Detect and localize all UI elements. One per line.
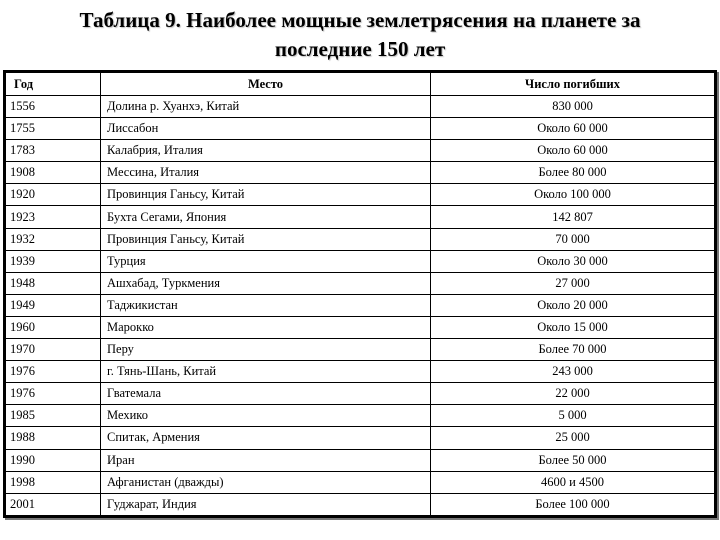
place-cell: Бухта Сегами, Япония: [101, 206, 431, 228]
table-row: [6, 339, 715, 361]
deaths-cell: 4600 и 4500: [431, 471, 715, 493]
table-row: [6, 316, 715, 338]
page-title-line-2: последние 150 лет: [274, 37, 446, 61]
place-cell: Гватемала: [101, 383, 431, 405]
table-row: [6, 471, 715, 493]
deaths-cell: Около 15 000: [431, 316, 715, 338]
table-row: [6, 383, 715, 405]
table-row: [6, 140, 715, 162]
place-cell: Иран: [101, 449, 431, 471]
deaths-cell: 830 000: [431, 96, 715, 118]
table-row: [6, 96, 715, 118]
deaths-cell: 27 000: [431, 272, 715, 294]
table-row: [6, 294, 715, 316]
deaths-cell: 142 807: [431, 206, 715, 228]
year-cell: 1923: [6, 206, 101, 228]
earthquakes-table: [5, 72, 715, 516]
deaths-cell: 25 000: [431, 427, 715, 449]
earthquakes-table-container: [3, 70, 717, 518]
year-cell: 1960: [6, 316, 101, 338]
deaths-cell: Более 50 000: [431, 449, 715, 471]
table-row: [6, 206, 715, 228]
page-title: [0, 6, 720, 64]
table-row: [6, 449, 715, 471]
page-title-line-1: Таблица 9. Наиболее мощные землетрясения на планете за: [79, 8, 641, 32]
place-cell: Мехико: [101, 405, 431, 427]
table-header-row: [6, 73, 715, 96]
year-cell: 1783: [6, 140, 101, 162]
year-cell: 1976: [6, 361, 101, 383]
place-cell: Спитак, Армения: [101, 427, 431, 449]
table-row: [6, 250, 715, 272]
year-cell: 1939: [6, 250, 101, 272]
table-row: [6, 162, 715, 184]
deaths-cell: Около 60 000: [431, 118, 715, 140]
year-cell: 2001: [6, 493, 101, 515]
place-cell: г. Тянь-Шань, Китай: [101, 361, 431, 383]
place-cell: Ашхабад, Туркмения: [101, 272, 431, 294]
year-cell: 1985: [6, 405, 101, 427]
place-cell: Калабрия, Италия: [101, 140, 431, 162]
year-cell: 1976: [6, 383, 101, 405]
year-cell: 1970: [6, 339, 101, 361]
place-cell: Таджикистан: [101, 294, 431, 316]
place-cell: Турция: [101, 250, 431, 272]
year-cell: 1998: [6, 471, 101, 493]
table-row: [6, 493, 715, 515]
place-cell: Долина р. Хуанхэ, Китай: [101, 96, 431, 118]
deaths-cell: 243 000: [431, 361, 715, 383]
deaths-cell: Более 80 000: [431, 162, 715, 184]
table-row: [6, 118, 715, 140]
deaths-cell: 70 000: [431, 228, 715, 250]
year-cell: 1949: [6, 294, 101, 316]
place-cell: Перу: [101, 339, 431, 361]
year-cell: 1755: [6, 118, 101, 140]
table-row: [6, 427, 715, 449]
year-cell: 1932: [6, 228, 101, 250]
table-row: [6, 405, 715, 427]
year-cell: 1948: [6, 272, 101, 294]
year-cell: 1988: [6, 427, 101, 449]
deaths-cell: Более 100 000: [431, 493, 715, 515]
year-cell: 1920: [6, 184, 101, 206]
deaths-cell: Около 60 000: [431, 140, 715, 162]
year-cell: 1908: [6, 162, 101, 184]
place-cell: Провинция Ганьсу, Китай: [101, 184, 431, 206]
table-row: [6, 361, 715, 383]
deaths-cell: Около 30 000: [431, 250, 715, 272]
year-cell: 1990: [6, 449, 101, 471]
table-row: [6, 184, 715, 206]
place-cell: Афганистан (дважды): [101, 471, 431, 493]
place-cell: Провинция Ганьсу, Китай: [101, 228, 431, 250]
table-row: [6, 272, 715, 294]
deaths-cell: 5 000: [431, 405, 715, 427]
place-cell: Мессина, Италия: [101, 162, 431, 184]
place-cell: Гуджарат, Индия: [101, 493, 431, 515]
header-year: Год: [6, 73, 101, 96]
deaths-cell: 22 000: [431, 383, 715, 405]
deaths-cell: Около 20 000: [431, 294, 715, 316]
place-cell: Лиссабон: [101, 118, 431, 140]
table-row: [6, 228, 715, 250]
table-body: [6, 96, 715, 516]
deaths-cell: Около 100 000: [431, 184, 715, 206]
place-cell: Марокко: [101, 316, 431, 338]
header-place: Место: [101, 73, 431, 96]
header-deaths: Число погибших: [431, 73, 715, 96]
year-cell: 1556: [6, 96, 101, 118]
deaths-cell: Более 70 000: [431, 339, 715, 361]
